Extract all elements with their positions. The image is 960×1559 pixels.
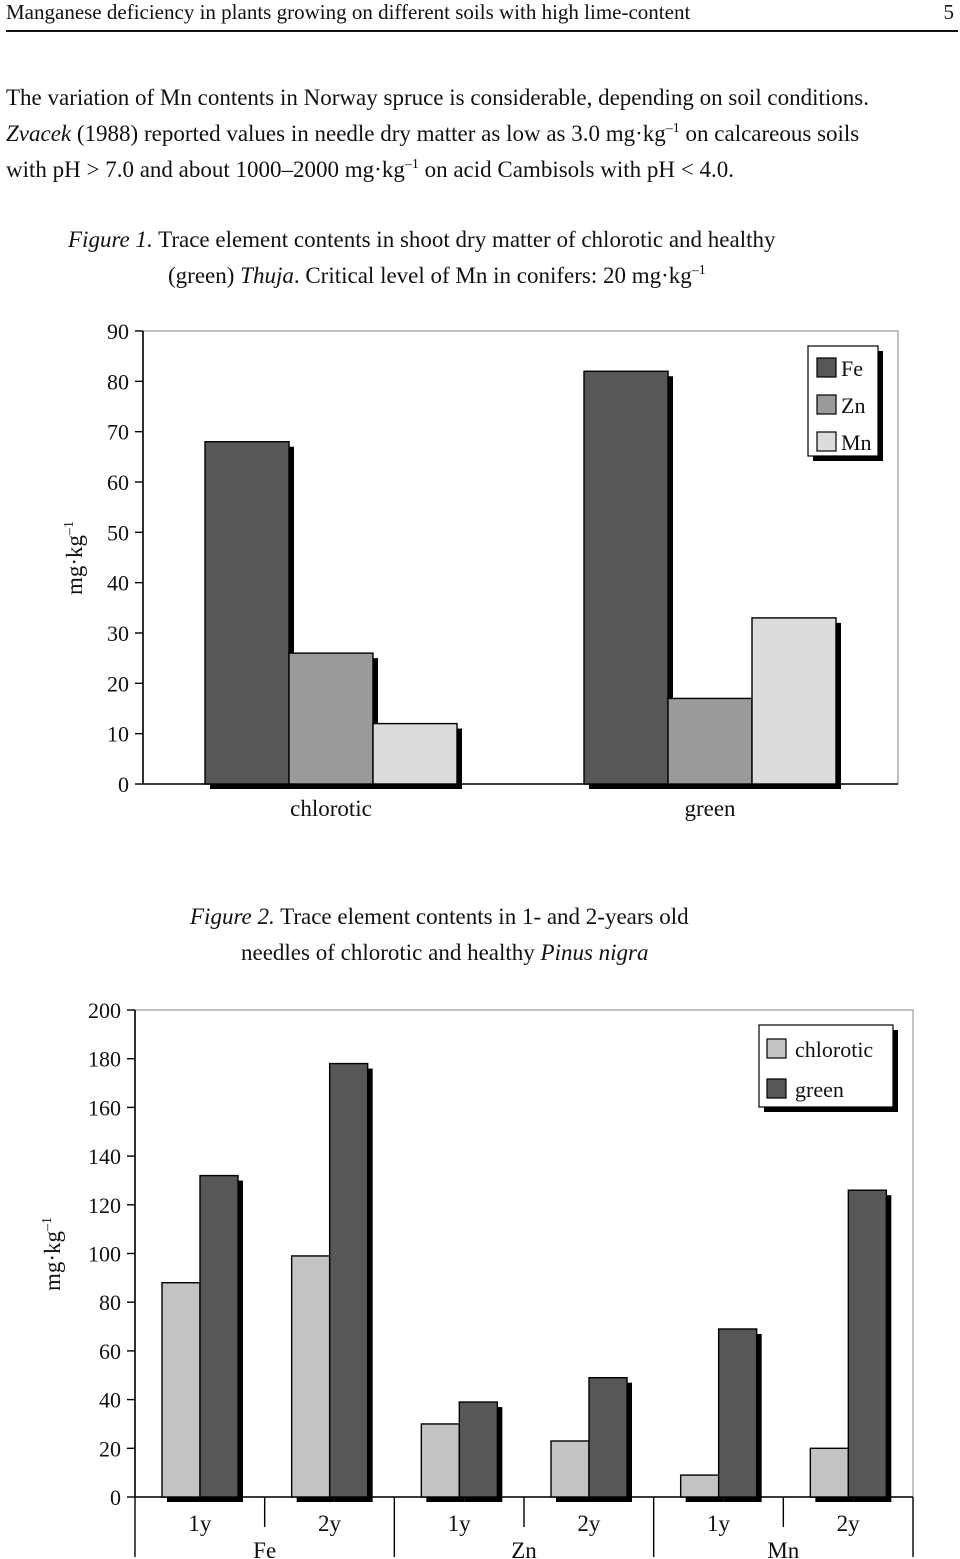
bar-chlorotic-2 [292, 1256, 330, 1497]
y-tick-label: 160 [88, 1095, 121, 1121]
x-tick-label: 1y [707, 1511, 730, 1536]
legend-label-zn: Zn [841, 393, 866, 418]
bar-fe-green [584, 371, 668, 784]
body-line-2-end: on calcareous soils [679, 121, 860, 146]
bar-chlorotic-6 [810, 1448, 848, 1497]
bar-chlorotic-4 [551, 1441, 589, 1497]
x-tick-label: 2y [318, 1511, 341, 1536]
body-line-1-text: The variation of Mn contents in Norway spruce is considerable, depending on soil conditions. [6, 85, 869, 110]
body-line-3-text: with pH > 7.0 and about 1000–2000 mg·kg [6, 157, 405, 182]
x-group-label-mn: Mn [767, 1538, 800, 1559]
figure-2-caption-a: Trace element contents in 1- and 2-years old [274, 904, 689, 929]
figure-2-caption-b1: needles of chlorotic and healthy [241, 940, 541, 965]
y-tick-label: 100 [88, 1241, 121, 1267]
y-tick-label: 90 [107, 319, 129, 344]
unit-superscript: –1 [665, 121, 680, 136]
figure-1-label: Figure 1. [68, 227, 153, 252]
figure-2-caption-line-1 [190, 899, 689, 935]
unit-superscript: –1 [404, 157, 419, 172]
legend-label-mn: Mn [841, 430, 872, 455]
body-line-2-text: (1988) reported values in needle dry matter as low as 3.0 mg·kg [71, 121, 666, 146]
bar-green-2 [330, 1064, 368, 1497]
y-tick-label: 50 [107, 520, 129, 546]
bar-chlorotic-3 [421, 1424, 459, 1497]
x-category-label: green [684, 796, 736, 821]
legend-label-chlorotic: chlorotic [795, 1037, 874, 1062]
author-name: Zvacek [6, 121, 72, 146]
y-tick-label: 40 [99, 1387, 121, 1413]
figure-2-label: Figure 2. [190, 904, 275, 929]
y-tick-label: 60 [107, 470, 129, 495]
figure-1-species: Thuja [240, 263, 294, 288]
bar-green-4 [589, 1378, 627, 1497]
y-tick-label: 120 [88, 1192, 121, 1218]
x-group-label-fe: Fe [253, 1538, 277, 1559]
y-axis-label-sup: –1 [40, 1216, 55, 1231]
y-tick-label: 80 [99, 1290, 121, 1316]
y-axis-label-text: mg·kg [62, 534, 87, 596]
y-tick-label: 30 [107, 621, 129, 646]
figure-2-species: Pinus nigra [540, 940, 649, 965]
figure-2-chart [0, 979, 960, 1559]
legend-swatch-green [767, 1079, 786, 1098]
y-axis-label-sup: –1 [62, 520, 77, 535]
body-paragraph [6, 80, 958, 188]
y-tick-label: 0 [118, 772, 129, 797]
bar-chlorotic-5 [681, 1475, 719, 1497]
bar-green-6 [848, 1190, 886, 1497]
x-tick-label: 2y [577, 1511, 601, 1536]
y-tick-label: 140 [88, 1144, 121, 1170]
bar-fe-chlorotic [205, 442, 289, 784]
y-tick-label: 10 [107, 721, 129, 747]
legend-swatch-mn [817, 432, 836, 451]
x-tick-label: 1y [188, 1511, 212, 1536]
legend-swatch-fe [817, 358, 836, 377]
y-tick-label: 180 [88, 1046, 121, 1072]
y-axis-label [40, 1217, 65, 1291]
bar-mn-chlorotic [373, 724, 457, 784]
figure-1-chart [0, 300, 960, 860]
y-tick-label: 40 [107, 570, 129, 596]
figure-1-caption-b2: . Critical level of Mn in conifers: 20 mg·kg [293, 263, 692, 288]
figure-1-caption-b1: (green) [168, 263, 241, 288]
legend-swatch-zn [817, 395, 836, 414]
figure-2-caption-line-2 [241, 935, 649, 971]
bar-green-5 [719, 1329, 757, 1497]
bar-green-1 [200, 1176, 238, 1497]
y-tick-label: 20 [107, 671, 129, 697]
bar-chlorotic-1 [162, 1283, 200, 1497]
x-group-label-zn: Zn [511, 1538, 537, 1559]
x-category-label: chlorotic [290, 796, 372, 821]
legend-swatch-chlorotic [767, 1039, 786, 1058]
body-line-2 [6, 116, 958, 152]
legend-label-green: green [795, 1077, 844, 1102]
y-tick-label: 80 [107, 369, 129, 395]
body-line-3-end: on acid Cambisols with pH < 4.0. [418, 157, 734, 182]
page-number: 5 [943, 0, 954, 24]
unit-superscript: –1 [691, 263, 706, 278]
y-tick-label: 0 [110, 1485, 121, 1510]
running-header [6, 0, 958, 32]
running-title: Manganese deficiency in plants growing on different soils with high lime-content [6, 0, 691, 24]
y-tick-label: 60 [99, 1338, 121, 1364]
y-axis-label [62, 521, 87, 595]
body-line-1 [6, 80, 958, 116]
bar-green-3 [459, 1402, 497, 1497]
y-tick-label: 200 [88, 998, 121, 1023]
figure-1-caption [68, 222, 776, 294]
legend-label-fe: Fe [841, 356, 863, 381]
y-axis-label-text: mg·kg [40, 1230, 65, 1292]
body-line-3 [6, 152, 958, 188]
figure-1-caption-line-1 [68, 222, 776, 258]
x-tick-label: 1y [447, 1511, 471, 1536]
y-tick-label: 20 [99, 1436, 121, 1462]
figure-1-caption-a: Trace element contents in shoot dry matter of chlorotic and healthy [152, 227, 776, 252]
bar-zn-chlorotic [289, 653, 373, 784]
bar-zn-green [668, 698, 752, 784]
figure-1-caption-line-2 [68, 258, 776, 294]
bar-mn-green [752, 618, 836, 784]
x-tick-label: 2y [836, 1511, 860, 1536]
y-tick-label: 70 [107, 419, 129, 445]
